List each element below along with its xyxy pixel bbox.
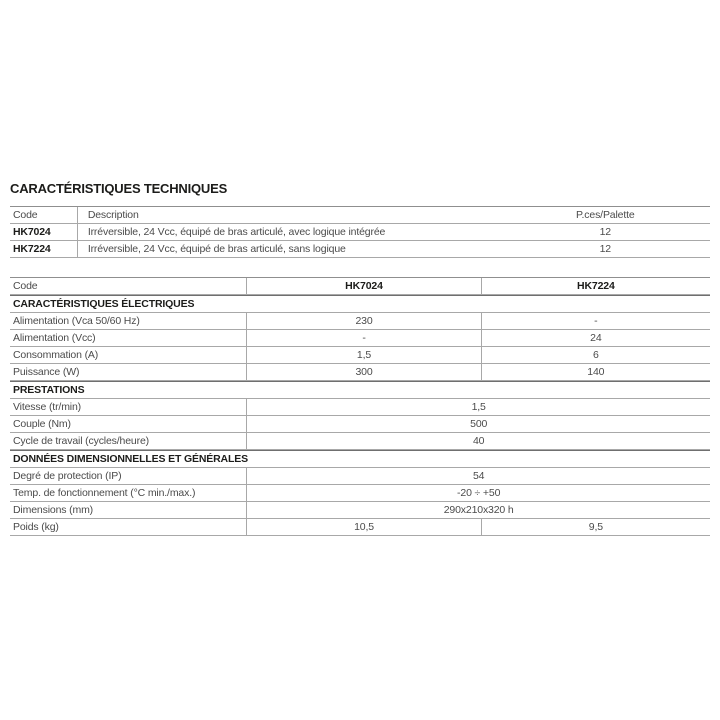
products-table-body — [10, 224, 710, 258]
section-header-row — [10, 450, 710, 468]
spec-value-hk7024: - — [247, 330, 481, 346]
spec-label: Degré de protection (IP) — [10, 468, 247, 484]
datasheet — [10, 181, 710, 536]
section-title: CARACTÉRISTIQUES ÉLECTRIQUES — [13, 298, 195, 310]
page-title: CARACTÉRISTIQUES TECHNIQUES — [10, 181, 228, 196]
section-header-row — [10, 295, 710, 313]
spec-row — [10, 364, 710, 381]
spec-value-hk7224: 6 — [592, 349, 599, 361]
spec-value-hk7024: 1,5 — [247, 347, 481, 363]
spec-label: Poids (kg) — [10, 519, 247, 535]
spec-row — [10, 519, 710, 536]
product-pieces-per-pallet: 12 — [599, 226, 611, 238]
spec-value-hk7024: 230 — [247, 313, 481, 329]
section-title: PRESTATIONS — [13, 384, 85, 396]
spec-row — [10, 416, 710, 433]
spec-row — [10, 502, 710, 519]
spec-row — [10, 485, 710, 502]
spec-value-both-models: 290x210x320 h — [443, 504, 514, 516]
column-header-model-hk7224: HK7224 — [577, 280, 615, 292]
product-description: Irréversible, 24 Vcc, équipé de bras articulé, sans logique — [87, 243, 346, 255]
spec-label: Dimensions (mm) — [10, 502, 247, 518]
spec-row — [10, 330, 710, 347]
spec-row — [10, 313, 710, 330]
spec-value-hk7024: 10,5 — [247, 519, 481, 535]
spec-label: Cycle de travail (cycles/heure) — [10, 433, 247, 449]
spec-value-both-models: 1,5 — [471, 401, 486, 413]
spec-value-hk7224: 9,5 — [588, 521, 603, 533]
spec-label: Alimentation (Vca 50/60 Hz) — [10, 313, 247, 329]
column-header-description: Description — [87, 209, 139, 221]
product-description: Irréversible, 24 Vcc, équipé de bras articulé, avec logique intégrée — [87, 226, 386, 238]
spec-value-hk7224: 140 — [587, 366, 605, 378]
spec-value-hk7224: 24 — [590, 332, 602, 344]
column-header-code: Code — [10, 207, 78, 223]
spec-value-both-models: 40 — [472, 435, 485, 447]
spec-value-both-models: 500 — [470, 418, 488, 430]
product-pieces-per-pallet: 12 — [599, 243, 611, 255]
spec-label: Alimentation (Vcc) — [10, 330, 247, 346]
products-table-header-row — [10, 207, 710, 224]
spec-value-hk7224: - — [594, 315, 598, 327]
product-code: HK7224 — [10, 241, 78, 257]
specs-table — [10, 277, 710, 536]
product-row — [10, 241, 710, 258]
spec-label: Consommation (A) — [10, 347, 247, 363]
section-header-row — [10, 381, 710, 399]
section-title: DONNÉES DIMENSIONNELLES ET GÉNÉRALES — [13, 453, 248, 465]
spec-row — [10, 347, 710, 364]
spec-label: Couple (Nm) — [10, 416, 247, 432]
spec-value-both-models: 54 — [472, 470, 485, 482]
specs-table-header-row — [10, 278, 710, 295]
spec-value-hk7024: 300 — [247, 364, 481, 380]
specs-table-body — [10, 295, 710, 536]
spec-row — [10, 399, 710, 416]
spec-row — [10, 433, 710, 450]
spec-value-both-models: -20 ÷ +50 — [457, 487, 501, 499]
column-header-code: Code — [10, 278, 247, 294]
spec-row — [10, 468, 710, 485]
spec-label: Vitesse (tr/min) — [10, 399, 247, 415]
spec-label: Temp. de fonctionnement (°C min./max.) — [10, 485, 247, 501]
products-table — [10, 206, 710, 258]
product-row — [10, 224, 710, 241]
column-header-pieces: P.ces/Palette — [576, 209, 635, 221]
column-header-model-hk7024: HK7024 — [247, 278, 481, 294]
product-code: HK7024 — [10, 224, 78, 240]
spec-label: Puissance (W) — [10, 364, 247, 380]
